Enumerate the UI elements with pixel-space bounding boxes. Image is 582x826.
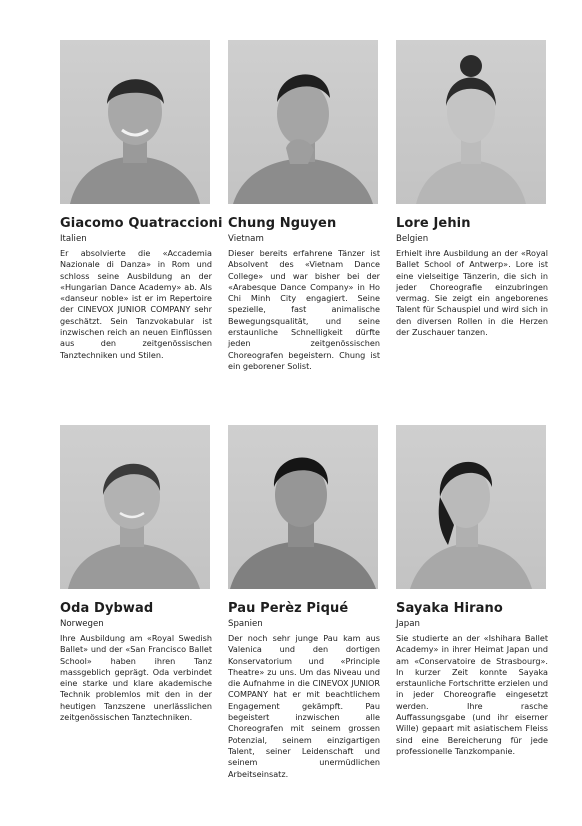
- dancer-name: Chung Nguyen: [228, 216, 337, 231]
- dancer-name: Lore Jehin: [396, 216, 471, 231]
- dancer-photo: [396, 425, 546, 589]
- dancer-country: Spanien: [228, 619, 263, 629]
- portrait-image: [60, 425, 210, 589]
- dancer-country: Norwegen: [60, 619, 104, 629]
- dancer-card-chung: [228, 40, 380, 372]
- dancer-card-sayaka: [396, 425, 548, 757]
- dancer-bio: Der noch sehr junge Pau kam aus Valenica und den dortigen Konservatorium und «Principle Theatre» zu uns. Um das Niveau und die Aufnahme in die CINEVOX JUNIOR COMPANY hat er mit beachtlichem Engagement gekämpft. Pau begeistert inzwischen alle Choreografen mit seinem grossen Potenzial, seinem einzigartigen Talent, seiner Leidenschaft und seinem unermüdlichen Arbeitseinsatz.: [228, 633, 380, 779]
- dancer-name: Sayaka Hirano: [396, 601, 503, 616]
- dancer-photo: [396, 40, 546, 204]
- dancer-card-oda: [60, 425, 212, 723]
- dancer-photo: [60, 425, 210, 589]
- dancer-photo: [228, 425, 378, 589]
- portrait-image: [60, 40, 210, 204]
- dancer-country: Japan: [396, 619, 420, 629]
- dancer-bio: Er absolvierte die «Accademia Nazionale di Danza» in Rom und schloss seine Ausbildung an der «Hungarian Dance Academy» ab. Als «danseur noble» ist er im Repertoire der CINEVOX JUNIOR COMPANY sehr geschätzt. Sein Tanzvokabular ist inzwischen reich an neuen Einflüssen aus den zeitgenössischen Tanztechniken und Stilen.: [60, 248, 212, 360]
- dancer-bio: Erhielt ihre Ausbildung an der «Royal Ballet School of Antwerp». Lore ist eine vielseitige Tänzerin, die sich in jeder Choreografie einzubringen vermag. Sie zeigt ein angeborenes Talent für Schauspiel und wird sich in den diversen Rollen in die Herzen der Zuschauer tanzen.: [396, 248, 548, 338]
- dancer-bio: Dieser bereits erfahrene Tänzer ist Absolvent des «Vietnam Dance College» und war bisher bei der «Arabesque Dance Company» in Ho Chi Minh City engagiert. Seine spezielle, fast animalische Bewegungsqualität, und seine erstaunliche Schnelligkeit dürfte jeden zeitgenössischen Choreografen begeistern. Chung ist ein geborener Solist.: [228, 248, 380, 371]
- dancer-name: Pau Perèz Piqué: [228, 601, 349, 616]
- dancer-name: Giacomo Quatraccioni: [60, 216, 223, 231]
- dancer-country: Vietnam: [228, 234, 264, 244]
- portrait-image: [396, 40, 546, 204]
- dancer-card-lore: [396, 40, 548, 338]
- dancer-photo: [228, 40, 378, 204]
- dancer-country: Italien: [60, 234, 87, 244]
- dancer-country: Belgien: [396, 234, 429, 244]
- portrait-image: [228, 40, 378, 204]
- portrait-image: [228, 425, 378, 589]
- portrait-image: [396, 425, 546, 589]
- dancer-photo: [60, 40, 210, 204]
- dancer-name: Oda Dybwad: [60, 601, 154, 616]
- dancer-card-giacomo: [60, 40, 223, 361]
- dancer-bio: Sie studierte an der «Ishihara Ballet Academy» in ihrer Heimat Japan und am «Conservatoire de Strasbourg». In kurzer Zeit konnte Sayaka erstaunliche Fortschritte erzielen und in jeder Choreografie eingesetzt werden. Ihre rasche Auffassungsgabe (und ihr eiserner Wille) gepaart mit asiatischem Fleiss sind eine Bereicherung für jede professionelle Tanzkompanie.: [396, 633, 548, 756]
- dancer-bio: Ihre Ausbildung am «Royal Swedish Ballet» und der «San Francisco Ballet School» haben ihren Tanz massgeblich geprägt. Oda verbindet eine starke und klare akademische Technik problemlos mit den in der heutigen Tanzszene unerlässlichen zeitgenössischen Tanztechniken.: [60, 633, 212, 723]
- dancer-card-pau: [228, 425, 380, 780]
